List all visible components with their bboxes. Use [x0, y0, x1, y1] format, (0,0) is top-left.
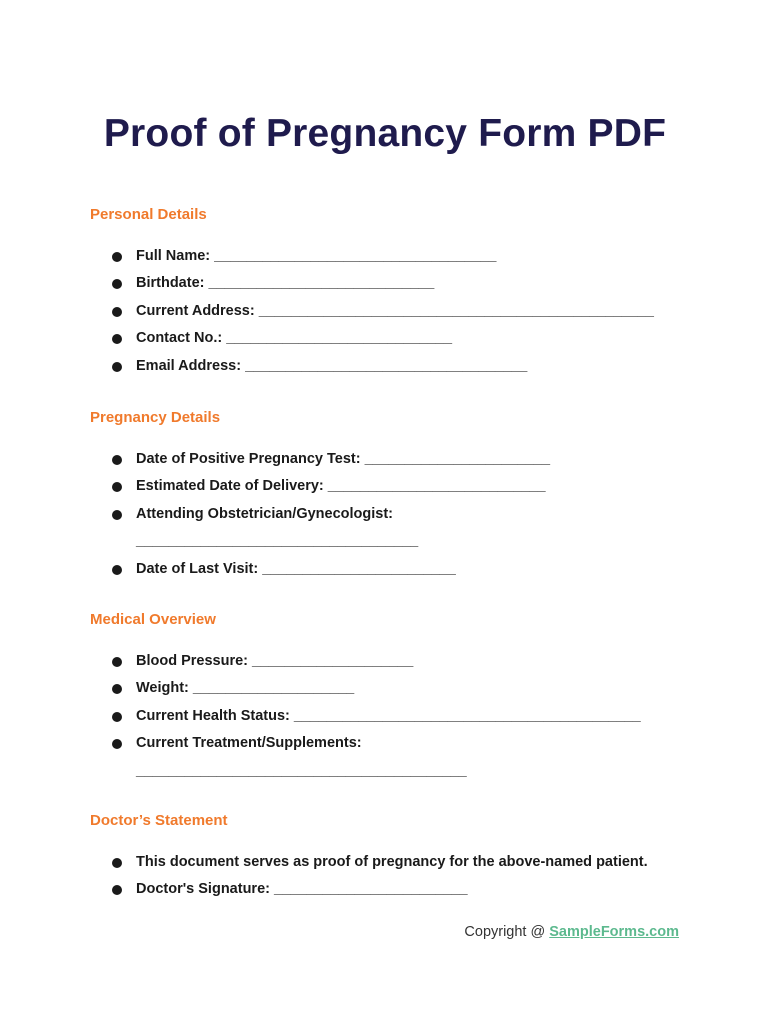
- field-label: Contact No.:: [136, 330, 223, 347]
- field-list: [110, 243, 710, 380]
- section-heading: Personal Details: [90, 206, 207, 223]
- field-birthdate: [110, 270, 710, 297]
- field-label: Date of Last Visit:: [136, 560, 259, 577]
- bullet-icon: [112, 858, 122, 868]
- bullet-icon: [112, 657, 122, 667]
- bullet-icon: [112, 684, 122, 694]
- statement-label: This document serves as proof of pregnancy for the above-named patient.: [136, 854, 648, 870]
- field-current-address: [110, 298, 710, 325]
- field-blank-line[interactable]: ____________________________: [208, 275, 435, 292]
- field-obstetrician: [110, 501, 710, 556]
- field-blank-line[interactable]: ___________________________________: [136, 533, 419, 550]
- field-blank-line[interactable]: _________________________________________: [136, 762, 467, 779]
- field-blank-line[interactable]: ________________________: [262, 560, 456, 577]
- field-label: Current Address:: [136, 302, 255, 319]
- bullet-icon: [112, 252, 122, 262]
- bullet-icon: [112, 565, 122, 575]
- field-blank-line[interactable]: ____________________: [252, 653, 414, 669]
- field-list: [110, 849, 710, 904]
- field-label: Date of Positive Pregnancy Test:: [136, 451, 361, 467]
- field-weight: [110, 675, 710, 702]
- field-last-visit: [110, 556, 710, 583]
- bullet-icon: [112, 455, 122, 465]
- field-full-name: [110, 243, 710, 270]
- field-label: Estimated Date of Delivery:: [136, 478, 324, 495]
- field-label: Current Health Status:: [136, 707, 290, 724]
- field-health-status: [110, 703, 710, 730]
- field-blank-line[interactable]: ____________________: [192, 680, 355, 697]
- bullet-icon: [112, 885, 122, 895]
- field-label: Current Treatment/Supplements:: [136, 735, 362, 752]
- field-treatment-supplements: [110, 730, 710, 785]
- section-medical-overview: [90, 610, 710, 779]
- section-heading: Medical Overview: [90, 611, 216, 628]
- field-blank-line[interactable]: ____________________________: [226, 330, 453, 347]
- field-blank-line[interactable]: ___________________________: [327, 478, 546, 495]
- bullet-icon: [112, 739, 122, 749]
- field-list: [110, 446, 710, 583]
- field-doctor-signature: [110, 876, 710, 903]
- page-title: Proof of Pregnancy Form PDF: [103, 112, 667, 156]
- bullet-icon: [112, 362, 122, 372]
- field-blank-line[interactable]: ___________________________________: [245, 357, 528, 374]
- field-label: Weight:: [136, 680, 189, 697]
- bullet-icon: [112, 279, 122, 289]
- statement-text: [110, 849, 710, 876]
- field-label: Birthdate:: [136, 275, 205, 292]
- field-blood-pressure: [110, 648, 710, 675]
- section-heading: Doctor’s Statement: [90, 812, 228, 829]
- bullet-icon: [112, 307, 122, 317]
- field-label: Full Name:: [136, 248, 211, 264]
- field-blank-line[interactable]: _______________________: [364, 451, 551, 467]
- field-contact-no: [110, 325, 710, 352]
- field-label: Attending Obstetrician/Gynecologist:: [136, 505, 393, 522]
- bullet-icon: [112, 334, 122, 344]
- field-email-address: [110, 353, 710, 380]
- field-positive-test-date: [110, 446, 710, 473]
- field-estimated-delivery: [110, 473, 710, 500]
- field-blank-line[interactable]: ________________________: [274, 881, 468, 898]
- section-doctors-statement: [90, 811, 710, 898]
- brand-link[interactable]: SampleForms.com: [549, 924, 679, 940]
- field-blank-line[interactable]: ___________________________________________: [293, 707, 641, 724]
- section-pregnancy-details: [90, 408, 710, 577]
- bullet-icon: [112, 712, 122, 722]
- field-blank-line[interactable]: _________________________________________________: [258, 302, 654, 319]
- field-list: [110, 648, 710, 785]
- field-blank-line[interactable]: ___________________________________: [214, 248, 497, 264]
- section-personal-details: [90, 205, 710, 374]
- field-label: Blood Pressure:: [136, 653, 248, 669]
- bullet-icon: [112, 510, 122, 520]
- section-heading: Pregnancy Details: [90, 409, 221, 426]
- copyright-footer: [464, 924, 679, 940]
- bullet-icon: [112, 482, 122, 492]
- field-label: Doctor's Signature:: [136, 881, 270, 898]
- field-label: Email Address:: [136, 357, 242, 374]
- copyright-text: Copyright @: [464, 924, 550, 940]
